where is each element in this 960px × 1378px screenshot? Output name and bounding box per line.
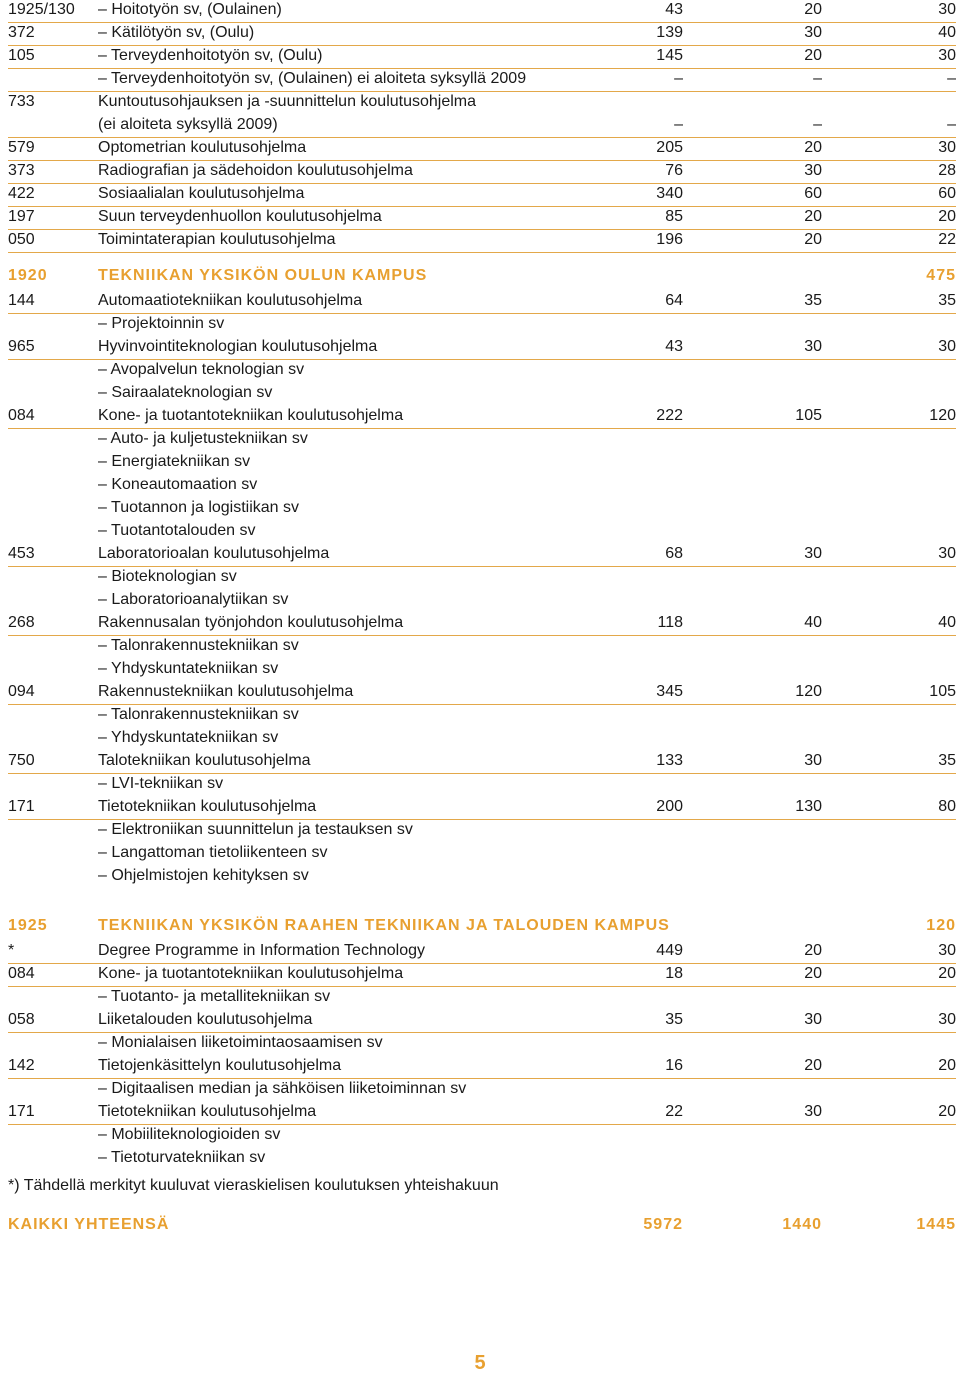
- row-name: – Tietoturvatekniikan sv: [98, 1149, 266, 1166]
- row-name: – Bioteknologian sv: [98, 568, 237, 585]
- row-value-3: 40: [938, 614, 956, 631]
- row-code: 171: [8, 798, 35, 815]
- table-row: [8, 797, 956, 820]
- row-value-3: 40: [938, 24, 956, 41]
- table-row: [8, 184, 956, 207]
- table-row: [8, 964, 956, 987]
- table-block-3: [8, 941, 956, 1171]
- row-value-3: 35: [938, 752, 956, 769]
- row-value-3: –: [947, 70, 956, 87]
- list-item: [8, 636, 956, 659]
- row-value-3: 30: [938, 47, 956, 64]
- row-value-2: 40: [804, 614, 822, 631]
- list-item: [8, 843, 956, 866]
- row-name: Sosiaalialan koulutusohjelma: [98, 185, 305, 202]
- table-row: [8, 1010, 956, 1033]
- row-value-3: –: [947, 116, 956, 133]
- row-value-2: –: [813, 70, 822, 87]
- row-name: – Tuotantotalouden sv: [98, 522, 256, 539]
- row-name: Kuntoutusohjauksen ja -suunnittelun koulutusohjelma: [98, 93, 477, 110]
- row-value-3: 20: [938, 965, 956, 982]
- list-item: [8, 1079, 956, 1102]
- row-value-1: 35: [665, 1011, 683, 1028]
- row-value-2: 20: [804, 1057, 822, 1074]
- list-item: [8, 705, 956, 728]
- row-value-1: 200: [656, 798, 683, 815]
- list-item: [8, 1148, 956, 1171]
- row-name: – Kätilötyön sv, (Oulu): [98, 24, 255, 41]
- row-value-3: 28: [938, 162, 956, 179]
- table-row: [8, 544, 956, 567]
- row-value-3: 30: [938, 1, 956, 18]
- row-code: 453: [8, 545, 35, 562]
- table-row: [8, 161, 956, 184]
- row-value-3: 30: [938, 942, 956, 959]
- table-row: [8, 337, 956, 360]
- row-code: 142: [8, 1057, 35, 1074]
- row-value-1: 222: [656, 407, 683, 424]
- table-row: [8, 115, 956, 138]
- grand-total-row: [8, 1203, 956, 1239]
- section-code: 1925: [8, 917, 48, 934]
- row-value-3: 35: [938, 292, 956, 309]
- row-value-1: 76: [665, 162, 683, 179]
- row-value-2: 30: [804, 752, 822, 769]
- row-value-3: 30: [938, 338, 956, 355]
- list-item: [8, 498, 956, 521]
- section-code: 1920: [8, 267, 48, 284]
- list-item: [8, 521, 956, 544]
- row-value-3: 20: [938, 1057, 956, 1074]
- row-name: – Mobiiliteknologioiden sv: [98, 1126, 281, 1143]
- row-name: Talotekniikan koulutusohjelma: [98, 752, 311, 769]
- table-row: [8, 941, 956, 964]
- row-value-2: 20: [804, 942, 822, 959]
- row-code: 422: [8, 185, 35, 202]
- document-page: [8, 0, 956, 1239]
- row-name: Tietotekniikan koulutusohjelma: [98, 1103, 317, 1120]
- table-row: [8, 406, 956, 429]
- table-row: [8, 613, 956, 636]
- row-value-2: 35: [804, 292, 822, 309]
- row-name: Tietojenkäsittelyn koulutusohjelma: [98, 1057, 342, 1074]
- row-value-3: 80: [938, 798, 956, 815]
- row-value-1: 340: [656, 185, 683, 202]
- row-value-1: 68: [665, 545, 683, 562]
- section-title: TEKNIIKAN YKSIKÖN RAAHEN TEKNIIKAN JA TALOUDEN KAMPUS: [98, 917, 670, 934]
- list-item: [8, 774, 956, 797]
- row-code: 058: [8, 1011, 35, 1028]
- row-value-2: 30: [804, 162, 822, 179]
- row-value-2: 30: [804, 545, 822, 562]
- row-code: 579: [8, 139, 35, 156]
- row-name: Laboratorioalan koulutusohjelma: [98, 545, 330, 562]
- row-value-2: 30: [804, 1103, 822, 1120]
- row-code: 373: [8, 162, 35, 179]
- row-name: Kone- ja tuotantotekniikan koulutusohjelma: [98, 965, 404, 982]
- row-name: – Ohjelmistojen kehityksen sv: [98, 867, 309, 884]
- table-row: [8, 751, 956, 774]
- row-name: – Monialaisen liiketoimintaosaamisen sv: [98, 1034, 383, 1051]
- row-name: – Avopalvelun teknologian sv: [98, 361, 305, 378]
- row-name: – Tuotannon ja logistiikan sv: [98, 499, 300, 516]
- row-value-3: 30: [938, 1011, 956, 1028]
- row-code: 733: [8, 93, 35, 110]
- section-heading-oulu: [8, 253, 956, 291]
- row-name: – Langattoman tietoliikenteen sv: [98, 844, 328, 861]
- row-value-2: 30: [804, 338, 822, 355]
- row-name: Optometrian koulutusohjelma: [98, 139, 307, 156]
- row-code: 268: [8, 614, 35, 631]
- row-code: 084: [8, 965, 35, 982]
- row-value-1: 345: [656, 683, 683, 700]
- table-row: [8, 207, 956, 230]
- row-name: – Auto- ja kuljetustekniikan sv: [98, 430, 308, 447]
- row-name: Liiketalouden koulutusohjelma: [98, 1011, 313, 1028]
- list-item: [8, 866, 956, 889]
- grand-total-value-1: 5972: [643, 1216, 683, 1233]
- list-item: [8, 659, 956, 682]
- row-value-2: 30: [804, 24, 822, 41]
- row-value-1: 16: [665, 1057, 683, 1074]
- row-code: 144: [8, 292, 35, 309]
- row-code: 105: [8, 47, 35, 64]
- page-number: 5: [474, 1352, 486, 1374]
- row-value-1: –: [674, 116, 683, 133]
- row-code: 1925/130: [8, 1, 75, 18]
- row-value-3: 20: [938, 208, 956, 225]
- row-name: (ei aloiteta syksyllä 2009): [98, 116, 278, 133]
- row-value-2: 20: [804, 208, 822, 225]
- list-item: [8, 987, 956, 1010]
- row-name: Hyvinvointiteknologian koulutusohjelma: [98, 338, 378, 355]
- row-code: 197: [8, 208, 35, 225]
- row-value-1: 139: [656, 24, 683, 41]
- list-item: [8, 1033, 956, 1056]
- row-name: – Tuotanto- ja metallitekniikan sv: [98, 988, 331, 1005]
- row-value-1: 196: [656, 231, 683, 248]
- row-code: 050: [8, 231, 35, 248]
- list-item: [8, 1125, 956, 1148]
- row-name: Automaatiotekniikan koulutusohjelma: [98, 292, 363, 309]
- list-item: [8, 92, 956, 115]
- row-value-3: 22: [938, 231, 956, 248]
- row-value-2: 20: [804, 965, 822, 982]
- row-name: – Hoitotyön sv, (Oulainen): [98, 1, 282, 18]
- row-name: – Terveydenhoitotyön sv, (Oulainen) ei aloiteta syksyllä 2009: [98, 70, 527, 87]
- list-item: [8, 429, 956, 452]
- table-row: [8, 1102, 956, 1125]
- list-item: [8, 314, 956, 337]
- row-value-1: 43: [665, 338, 683, 355]
- list-item: [8, 383, 956, 406]
- row-value-3: 105: [929, 683, 956, 700]
- list-item: [8, 360, 956, 383]
- table-row: [8, 46, 956, 69]
- row-name: Radiografian ja sädehoidon koulutusohjelma: [98, 162, 413, 179]
- row-name: – Projektoinnin sv: [98, 315, 225, 332]
- row-value-2: 60: [804, 185, 822, 202]
- row-name: Suun terveydenhuollon koulutusohjelma: [98, 208, 382, 225]
- table-row: [8, 0, 956, 23]
- row-value-2: 30: [804, 1011, 822, 1028]
- row-name: – Terveydenhoitotyön sv, (Oulu): [98, 47, 323, 64]
- table-row: [8, 138, 956, 161]
- row-value-2: 130: [795, 798, 822, 815]
- row-value-3: 30: [938, 139, 956, 156]
- grand-total-value-2: 1440: [782, 1216, 822, 1233]
- row-value-1: 43: [665, 1, 683, 18]
- row-name: Kone- ja tuotantotekniikan koulutusohjelma: [98, 407, 404, 424]
- grand-total-label: KAIKKI YHTEENSÄ: [8, 1216, 170, 1233]
- table-row: [8, 23, 956, 46]
- table-block-1: [8, 0, 956, 253]
- row-name: – Talonrakennustekniikan sv: [98, 637, 299, 654]
- row-value-3: 20: [938, 1103, 956, 1120]
- row-code: 171: [8, 1103, 35, 1120]
- grand-total-value-3: 1445: [916, 1216, 956, 1233]
- row-value-2: 20: [804, 231, 822, 248]
- row-name: Toimintaterapian koulutusohjelma: [98, 231, 336, 248]
- list-item: [8, 728, 956, 751]
- list-item: [8, 590, 956, 613]
- row-value-1: 85: [665, 208, 683, 225]
- row-name: – Laboratorioanalytiikan sv: [98, 591, 289, 608]
- table-row: [8, 230, 956, 253]
- row-code: *: [8, 942, 15, 959]
- row-value-3: 30: [938, 545, 956, 562]
- row-value-2: 20: [804, 139, 822, 156]
- row-code: 965: [8, 338, 35, 355]
- table-block-2: [8, 291, 956, 889]
- row-name: Rakennustekniikan koulutusohjelma: [98, 683, 354, 700]
- row-value-1: 145: [656, 47, 683, 64]
- row-name: – LVI-tekniikan sv: [98, 775, 224, 792]
- row-value-2: 120: [795, 683, 822, 700]
- row-code: 372: [8, 24, 35, 41]
- section-total: 120: [926, 917, 956, 934]
- row-name: – Sairaalateknologian sv: [98, 384, 273, 401]
- list-item: [8, 567, 956, 590]
- section-total: 475: [926, 267, 956, 284]
- row-name: Degree Programme in Information Technology: [98, 942, 425, 959]
- section-heading-raahe: [8, 903, 956, 941]
- list-item: [8, 820, 956, 843]
- row-name: – Elektroniikan suunnittelun ja testauksen sv: [98, 821, 413, 838]
- list-item: [8, 475, 956, 498]
- table-row: [8, 291, 956, 314]
- table-row: [8, 682, 956, 705]
- section-title: TEKNIIKAN YKSIKÖN OULUN KAMPUS: [98, 267, 428, 284]
- row-value-2: 20: [804, 1, 822, 18]
- row-name: – Yhdyskuntatekniikan sv: [98, 729, 279, 746]
- row-code: 084: [8, 407, 35, 424]
- row-name: – Yhdyskuntatekniikan sv: [98, 660, 279, 677]
- row-value-1: 449: [656, 942, 683, 959]
- row-name: Tietotekniikan koulutusohjelma: [98, 798, 317, 815]
- row-value-1: 18: [665, 965, 683, 982]
- row-code: 750: [8, 752, 35, 769]
- list-item: [8, 452, 956, 475]
- row-value-1: –: [674, 70, 683, 87]
- row-value-2: 20: [804, 47, 822, 64]
- row-value-3: 60: [938, 185, 956, 202]
- row-value-2: –: [813, 116, 822, 133]
- row-value-3: 120: [929, 407, 956, 424]
- row-name: – Energiatekniikan sv: [98, 453, 251, 470]
- row-value-1: 22: [665, 1103, 683, 1120]
- footnote: *) Tähdellä merkityt kuuluvat vieraskielisen koulutuksen yhteishakuun: [8, 1177, 499, 1194]
- row-name: – Talonrakennustekniikan sv: [98, 706, 299, 723]
- row-name: – Digitaalisen median ja sähköisen liiketoiminnan sv: [98, 1080, 467, 1097]
- row-name: Rakennusalan työnjohdon koulutusohjelma: [98, 614, 404, 631]
- row-name: – Koneautomaation sv: [98, 476, 258, 493]
- row-value-1: 205: [656, 139, 683, 156]
- table-row: [8, 1056, 956, 1079]
- row-value-2: 105: [795, 407, 822, 424]
- table-row: [8, 69, 956, 92]
- row-value-1: 133: [656, 752, 683, 769]
- row-code: 094: [8, 683, 35, 700]
- row-value-1: 118: [657, 614, 683, 631]
- row-value-1: 64: [665, 292, 683, 309]
